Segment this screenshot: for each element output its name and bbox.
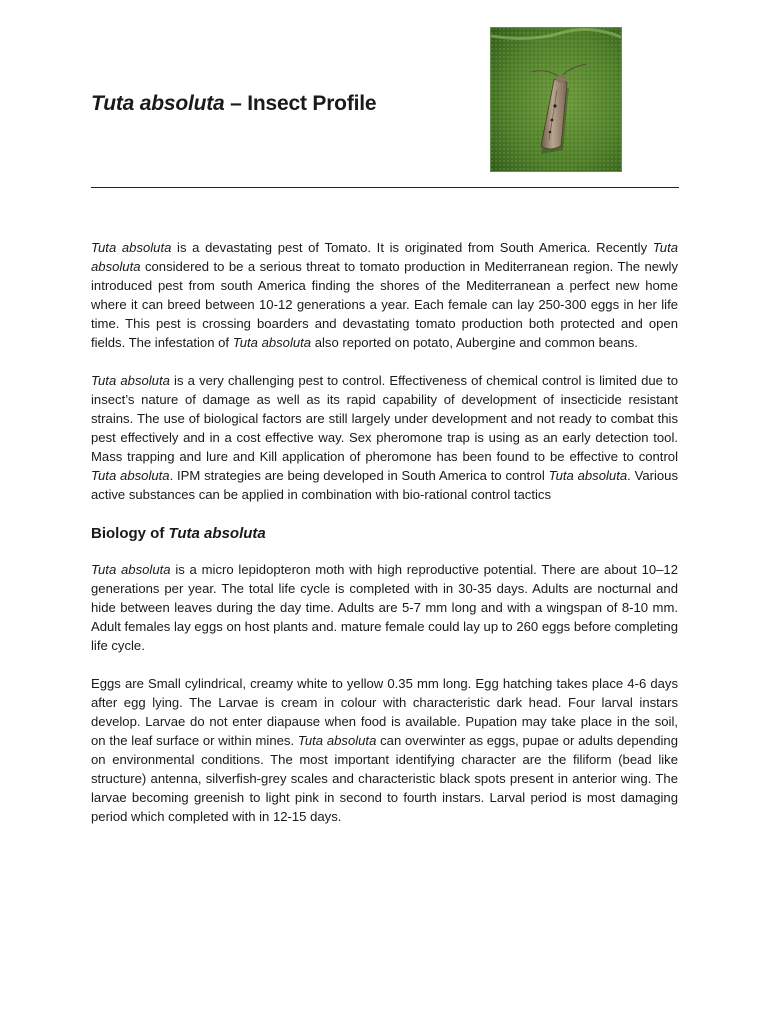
title-divider bbox=[91, 187, 679, 188]
scientific-name: Tuta absoluta bbox=[91, 468, 170, 483]
paragraph-text: also reported on potato, Aubergine and common beans. bbox=[311, 335, 638, 350]
paragraph-text: is a very challenging pest to control. Effectiveness of chemical control is limited due to insect’s nature of damage as well as its rapid capability of development of insecticide resistant strains. The use of biological factors are still largely under development and not ready to combat this pest effectively and in a cost effective way. Sex pheromone trap is using as an early detection tool. Mass trapping and lure and Kill application of pheromone has been found to be effective to control bbox=[91, 373, 679, 464]
biology-heading bbox=[91, 523, 678, 545]
paragraph-text: Eggs are Small cylindrical, creamy white to yellow 0.35 mm long. Egg hatching takes place 4-6 days after egg lying. The Larvae is cream in colour with characteristic dark head. Four larval instars develop. Larvae do not enter diapause when food is available. Pupation may take place in the soil, on the leaf surface or within mines. bbox=[91, 676, 678, 748]
moth-photo bbox=[490, 27, 622, 172]
scientific-name: Tuta absoluta bbox=[91, 240, 679, 274]
scientific-name: Tuta absoluta bbox=[91, 562, 171, 577]
intro-paragraph bbox=[91, 238, 678, 352]
page-title bbox=[91, 92, 376, 116]
title-suffix: – Insect Profile bbox=[224, 92, 377, 115]
paragraph-text: . IPM strategies are being developed in South America to control bbox=[169, 468, 549, 483]
paragraph-text: can overwinter as eggs, pupae or adults depending on environmental conditions. The most important identifying character are the filiform (bead like structure) antenna, silverfish-grey scales and characteristic black spots present in anterior wing. The larvae becoming greenish to light pink in second to fourth instars. Larval period is most damaging period which completed with in 12-15 days. bbox=[91, 733, 678, 824]
scientific-name: Tuta absoluta bbox=[232, 335, 312, 350]
scientific-name: Tuta absoluta bbox=[548, 468, 628, 483]
paragraph-text: is a devastating pest of Tomato. It is originated from South America. Recently bbox=[171, 240, 653, 255]
paragraph-text: considered to be a serious threat to tomato production in Mediterranean region. The newly introduced pest from south America finding the shores of the Mediterranean a perfect new home where it can breed between 10-12 generations a year. Each female can lay 250-300 eggs in her life time. This pest is crossing boarders and devastating tomato production both protected and open fields. The infestation of bbox=[91, 259, 678, 350]
scientific-name: Tuta absoluta bbox=[168, 525, 266, 542]
article-body bbox=[91, 238, 678, 845]
heading-text: Biology of bbox=[91, 525, 169, 542]
scientific-name: Tuta absoluta bbox=[91, 240, 172, 255]
scientific-name: Tuta absoluta bbox=[297, 733, 377, 748]
biology-paragraph bbox=[91, 560, 678, 655]
paragraph-text: is a micro lepidopteron moth with high reproductive potential. There are about 10–12 generations per year. The total life cycle is completed with in 30-35 days. Adults are nocturnal and hide between leaves during the day time. Adults are 5-7 mm long and with a wingspan of 8-10 mm. Adult females lay eggs on host plants and. mature female could lay up to 260 eggs before completing life cycle. bbox=[91, 562, 678, 653]
moth-on-leaf-image bbox=[491, 28, 622, 172]
title-scientific-name: Tuta absoluta bbox=[91, 92, 225, 115]
scientific-name: Tuta absoluta bbox=[91, 373, 170, 388]
paragraph-text: . Various active substances can be applied in combination with bio-rational control tactics bbox=[91, 468, 679, 502]
control-paragraph bbox=[91, 371, 678, 504]
life-stages-paragraph bbox=[91, 674, 678, 826]
